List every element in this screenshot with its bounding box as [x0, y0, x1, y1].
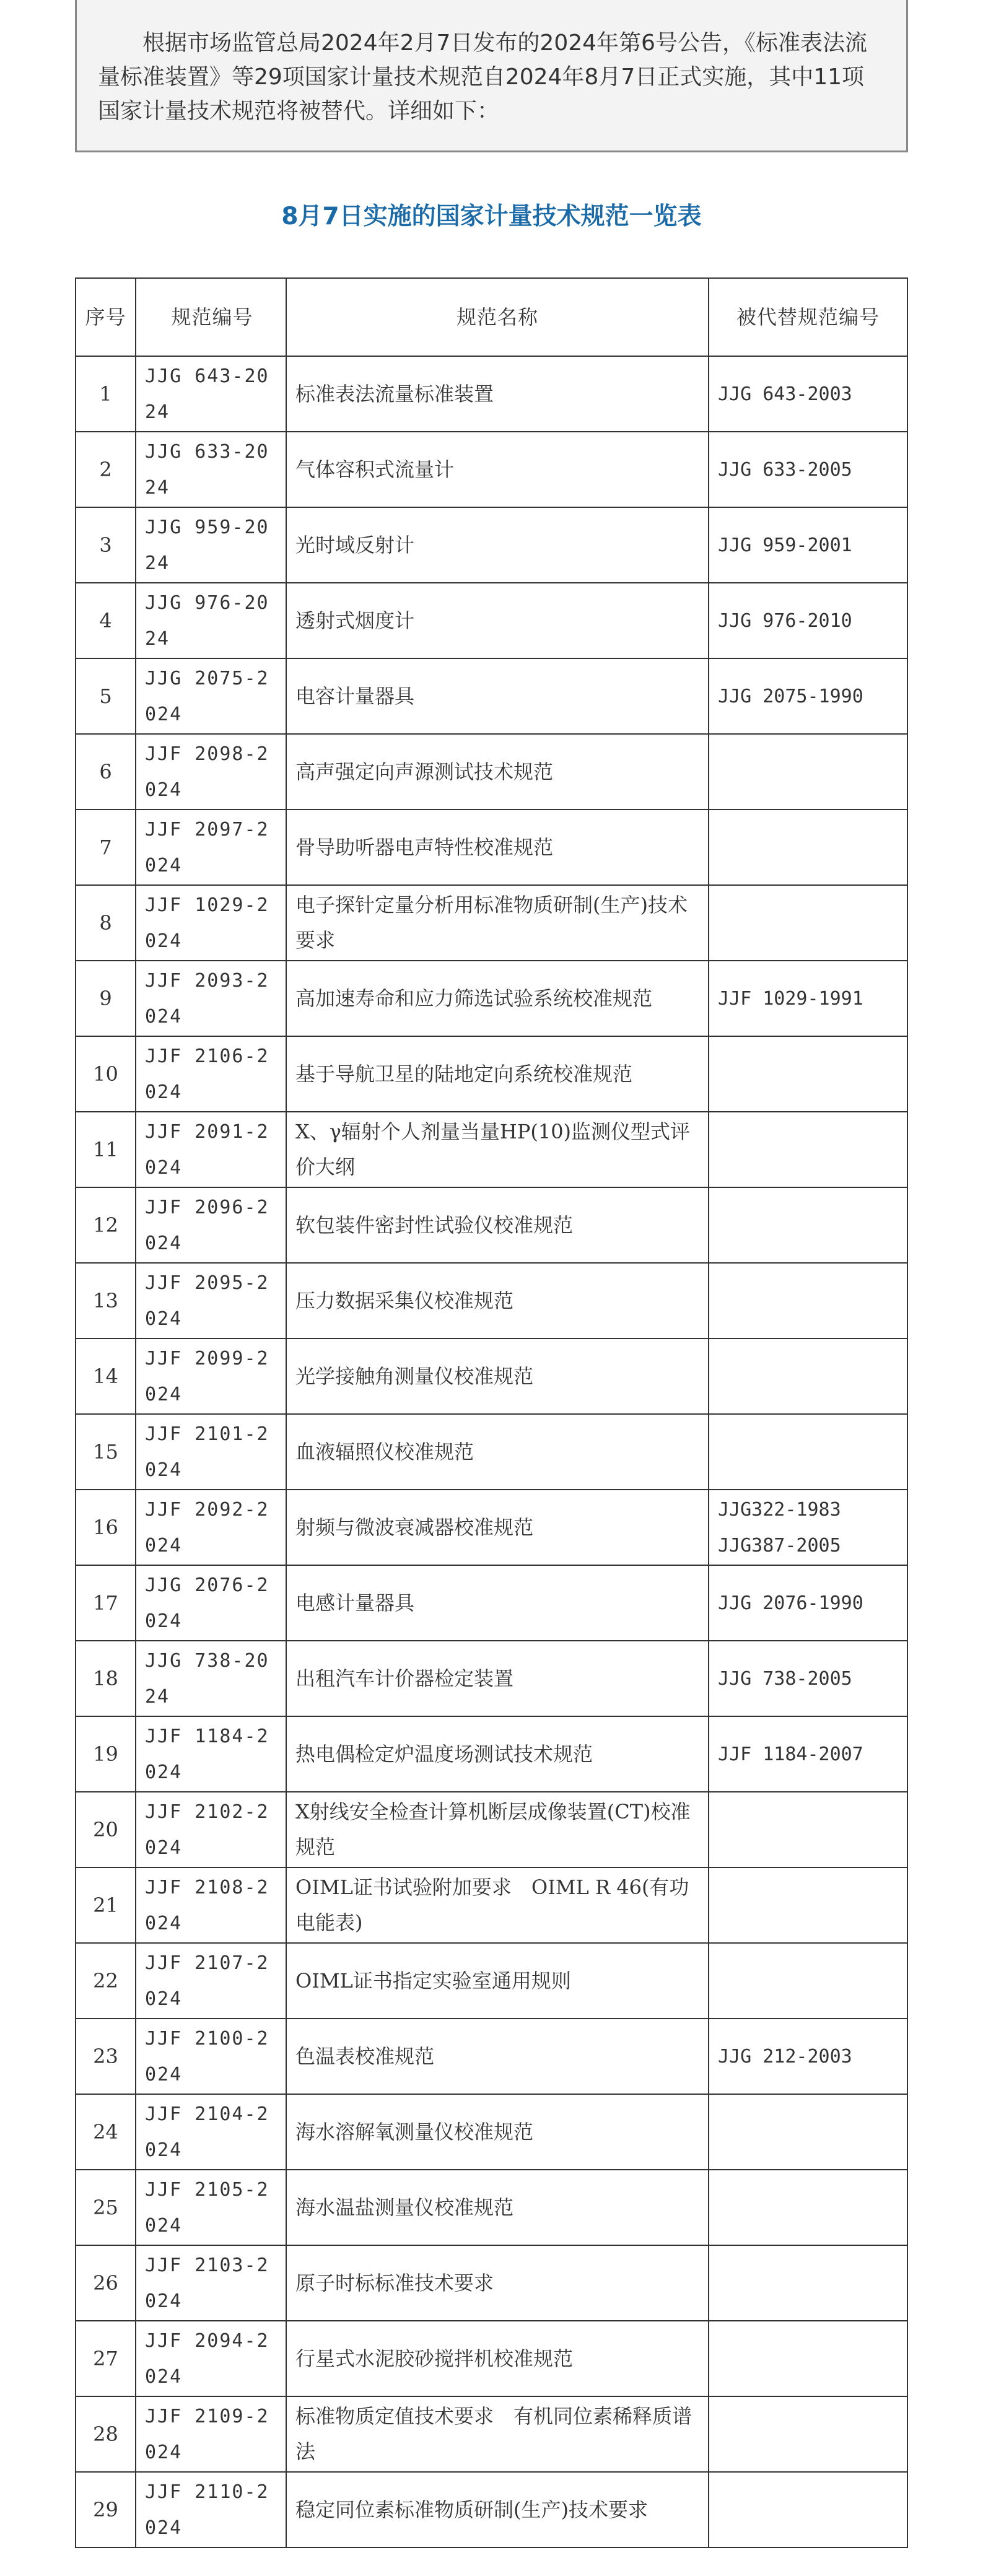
row-seq: [76, 2019, 136, 2094]
table-row: [76, 2170, 907, 2245]
row-code: [136, 1338, 286, 1414]
table-row: [76, 2321, 907, 2396]
row-code-text: JJF 1029-2024: [145, 894, 269, 952]
row-code-text: JJF 2105-2024: [145, 2179, 269, 2237]
row-name-text: 基于导航卫星的陆地定向系统校准规范: [295, 1062, 633, 1086]
row-name: [286, 356, 709, 432]
row-replaced: [709, 1565, 907, 1641]
row-seq: [76, 1490, 136, 1565]
row-replaced-text: JJG 976-2010: [718, 610, 852, 632]
row-seq: [76, 1716, 136, 1792]
row-seq-text: 16: [93, 1515, 118, 1539]
row-name-text: 海水温盐测量仪校准规范: [295, 2195, 514, 2219]
row-code-text: JJF 2099-2024: [145, 1348, 269, 1405]
row-seq: [76, 1187, 136, 1263]
row-name-text: 高加速寿命和应力筛选试验系统校准规范: [295, 986, 653, 1010]
row-replaced: [709, 2472, 907, 2548]
row-code: [136, 2019, 286, 2094]
row-code-text: JJF 2097-2024: [145, 819, 269, 876]
row-seq-text: 8: [99, 910, 112, 935]
table-header-row: [76, 278, 907, 356]
row-name: [286, 1943, 709, 2019]
row-name: [286, 1641, 709, 1716]
row-replaced: [709, 2019, 907, 2094]
row-code-text: JJG 2076-2024: [145, 1574, 269, 1632]
row-code: [136, 734, 286, 810]
row-code: [136, 658, 286, 734]
row-replaced-text: JJG 2075-1990: [718, 686, 863, 707]
table-row: [76, 1716, 907, 1792]
table-row: [76, 1490, 907, 1565]
row-replaced: [709, 1263, 907, 1338]
row-seq-text: 10: [93, 1062, 118, 1086]
row-name: [286, 1414, 709, 1490]
row-code-text: JJF 2096-2024: [145, 1197, 269, 1254]
row-code: [136, 1187, 286, 1263]
row-name: [286, 2321, 709, 2396]
row-seq-text: 22: [93, 1968, 118, 1993]
row-seq: [76, 885, 136, 961]
row-code-text: JJG 976-2024: [145, 592, 269, 650]
table-row: [76, 1943, 907, 2019]
row-seq: [76, 961, 136, 1036]
intro-text: 根据市场监管总局2024年2月7日发布的2024年第6号公告，《标准表法流量标准装置》等29项国家计量技术规范自2024年8月7日正式实施，其中11项国家计量技术规范将被替代。详细如下：: [98, 30, 867, 124]
table-row: [76, 1565, 907, 1641]
table-row: [76, 1036, 907, 1112]
row-replaced-text: JJF 1029-1991: [718, 988, 863, 1010]
row-name: [286, 2396, 709, 2472]
row-code-text: JJF 2103-2024: [145, 2255, 269, 2312]
row-name-text: 行星式水泥胶砂搅拌机校准规范: [295, 2346, 574, 2370]
row-replaced: [709, 1187, 907, 1263]
row-code-text: JJF 2102-2024: [145, 1801, 269, 1859]
row-seq-text: 18: [93, 1666, 118, 1690]
row-name: [286, 1490, 709, 1565]
header-code: 规范编号: [136, 278, 286, 356]
row-name: [286, 2245, 709, 2321]
row-replaced: [709, 1338, 907, 1414]
row-seq-text: 7: [99, 835, 112, 859]
row-code: [136, 583, 286, 658]
row-name-text: 高声强定向声源测试技术规范: [295, 759, 554, 784]
row-name: [286, 961, 709, 1036]
row-name-text: 射频与微波衰减器校准规范: [295, 1515, 534, 1539]
row-seq: [76, 356, 136, 432]
row-replaced: [709, 1112, 907, 1187]
table-row: [76, 810, 907, 885]
row-seq: [76, 810, 136, 885]
table-row: [76, 885, 907, 961]
row-seq: [76, 1867, 136, 1943]
row-seq-text: 3: [99, 533, 112, 557]
row-code-text: JJF 2110-2024: [145, 2481, 269, 2539]
row-code-text: JJG 2075-2024: [145, 668, 269, 725]
row-name: [286, 432, 709, 507]
table-row: [76, 1263, 907, 1338]
row-seq: [76, 1641, 136, 1716]
row-seq-text: 12: [93, 1213, 118, 1237]
row-replaced: [709, 885, 907, 961]
row-name: [286, 1112, 709, 1187]
row-code: [136, 1490, 286, 1565]
row-name: [286, 1036, 709, 1112]
header-replaced: 被代替规范编号: [709, 278, 907, 356]
row-name-text: 光时域反射计: [295, 533, 415, 557]
row-name-text: 透射式烟度计: [295, 608, 415, 632]
row-name-text: 血液辐照仪校准规范: [295, 1439, 474, 1464]
row-seq-text: 6: [99, 759, 112, 784]
row-name-text: 热电偶检定炉温度场测试技术规范: [295, 1742, 593, 1766]
spec-table: [75, 277, 908, 2548]
row-replaced: [709, 1641, 907, 1716]
table-row: [76, 1112, 907, 1187]
row-seq-text: 23: [93, 2044, 118, 2068]
row-replaced: [709, 507, 907, 583]
row-replaced-text: JJG 643-2003: [718, 383, 852, 405]
row-replaced-text: JJF 1184-2007: [718, 1744, 863, 1765]
row-code-text: JJG 738-2024: [145, 1650, 269, 1708]
row-seq: [76, 1943, 136, 2019]
row-name: [286, 1716, 709, 1792]
table-row: [76, 734, 907, 810]
row-seq-text: 27: [93, 2346, 118, 2370]
row-seq-text: 11: [93, 1137, 118, 1161]
row-code: [136, 2396, 286, 2472]
row-seq-text: 29: [93, 2497, 118, 2521]
row-code: [136, 2245, 286, 2321]
row-replaced-text: JJG 212-2003: [718, 2046, 852, 2067]
row-name: [286, 1867, 709, 1943]
row-name-text: 软包装件密封性试验仪校准规范: [295, 1213, 574, 1237]
row-name-text: 色温表校准规范: [295, 2044, 435, 2068]
table-row: [76, 583, 907, 658]
table-row: [76, 658, 907, 734]
row-replaced: [709, 1490, 907, 1565]
row-seq: [76, 2472, 136, 2548]
row-code-text: JJF 2100-2024: [145, 2028, 269, 2085]
row-replaced: [709, 583, 907, 658]
row-replaced-text: JJG 738-2005: [718, 1668, 852, 1690]
row-replaced: [709, 1943, 907, 2019]
row-code-text: JJF 2108-2024: [145, 1877, 269, 1934]
row-code: [136, 961, 286, 1036]
table-row: [76, 1187, 907, 1263]
row-code: [136, 1565, 286, 1641]
row-name-text: X射线安全检查计算机断层成像装置(CT)校准规范: [295, 1800, 691, 1859]
row-name: [286, 2170, 709, 2245]
row-name-text: 光学接触角测量仪校准规范: [295, 1364, 534, 1388]
row-code: [136, 810, 286, 885]
row-replaced: [709, 2245, 907, 2321]
row-name-text: 出租汽车计价器检定装置: [295, 1666, 514, 1690]
row-replaced: [709, 1792, 907, 1867]
row-seq-text: 17: [93, 1591, 118, 1615]
table-row: [76, 1641, 907, 1716]
row-seq: [76, 1112, 136, 1187]
intro-notice: [75, 0, 908, 152]
row-seq: [76, 2170, 136, 2245]
row-seq: [76, 583, 136, 658]
row-seq-text: 26: [93, 2271, 118, 2295]
row-code-text: JJF 2104-2024: [145, 2103, 269, 2161]
row-name: [286, 1792, 709, 1867]
row-code-text: JJF 2094-2024: [145, 2330, 269, 2388]
row-name: [286, 885, 709, 961]
row-name: [286, 2019, 709, 2094]
row-seq: [76, 1036, 136, 1112]
row-seq: [76, 1792, 136, 1867]
row-name-text: OIML证书试验附加要求 OIML R 46(有功电能表): [295, 1875, 689, 1934]
row-name-text: 原子时标标准技术要求: [295, 2271, 494, 2295]
row-seq-text: 13: [93, 1288, 118, 1312]
row-code: [136, 1867, 286, 1943]
row-code: [136, 885, 286, 961]
row-code-text: JJF 2093-2024: [145, 970, 269, 1028]
row-code-text: JJF 2091-2024: [145, 1121, 269, 1179]
row-seq: [76, 1263, 136, 1338]
row-code-text: JJF 2098-2024: [145, 743, 269, 801]
table-row: [76, 1338, 907, 1414]
row-seq: [76, 2396, 136, 2472]
row-code-text: JJF 2095-2024: [145, 1272, 269, 1330]
row-replaced: [709, 432, 907, 507]
row-replaced: [709, 961, 907, 1036]
row-replaced: [709, 2396, 907, 2472]
row-name: [286, 583, 709, 658]
row-code: [136, 1036, 286, 1112]
row-code-text: JJF 2101-2024: [145, 1423, 269, 1481]
row-code-text: JJF 1184-2024: [145, 1726, 269, 1783]
row-code: [136, 356, 286, 432]
row-code: [136, 2170, 286, 2245]
row-name-text: 气体容积式流量计: [295, 457, 455, 481]
row-name: [286, 1263, 709, 1338]
row-seq: [76, 2094, 136, 2170]
row-name-text: 海水溶解氧测量仪校准规范: [295, 2120, 534, 2144]
row-seq-text: 5: [99, 684, 112, 708]
row-name-text: 电容计量器具: [295, 684, 415, 708]
table-row: [76, 961, 907, 1036]
row-seq-text: 2: [99, 457, 112, 481]
row-name: [286, 1565, 709, 1641]
row-name-text: 标准物质定值技术要求 有机同位素稀释质谱法: [295, 2404, 692, 2463]
row-replaced-text: JJG 959-2001: [718, 535, 852, 556]
row-seq: [76, 432, 136, 507]
row-code: [136, 1414, 286, 1490]
row-code: [136, 1792, 286, 1867]
row-name-text: 压力数据采集仪校准规范: [295, 1288, 514, 1312]
table-body: [76, 356, 907, 2548]
row-name: [286, 658, 709, 734]
row-name-text: OIML证书指定实验室通用规则: [295, 1968, 571, 1993]
row-replaced: [709, 2094, 907, 2170]
row-replaced: [709, 2170, 907, 2245]
row-name-text: 标准表法流量标准装置: [295, 382, 494, 406]
row-seq: [76, 2321, 136, 2396]
table-row: [76, 2396, 907, 2472]
row-seq: [76, 1414, 136, 1490]
table-row: [76, 432, 907, 507]
table-row: [76, 1414, 907, 1490]
row-replaced: [709, 734, 907, 810]
table-row: [76, 356, 907, 432]
row-name: [286, 2472, 709, 2548]
header-seq: 序号: [76, 278, 136, 356]
row-seq-text: 21: [93, 1893, 118, 1917]
row-name-text: 骨导助听器电声特性校准规范: [295, 835, 554, 859]
row-code: [136, 2094, 286, 2170]
row-replaced: [709, 658, 907, 734]
table-title: 8月7日实施的国家计量技术规范一览表: [281, 203, 702, 230]
row-code: [136, 2472, 286, 2548]
header-name: 规范名称: [286, 278, 709, 356]
table-row: [76, 2094, 907, 2170]
row-seq: [76, 658, 136, 734]
row-replaced-text: JJG322-1983 JJG387-2005: [718, 1499, 841, 1557]
row-replaced: [709, 1414, 907, 1490]
row-code: [136, 1112, 286, 1187]
row-code: [136, 2321, 286, 2396]
row-name: [286, 2094, 709, 2170]
row-name-text: 电子探针定量分析用标准物质研制(生产)技术要求: [295, 893, 688, 952]
row-code-text: JJF 2106-2024: [145, 1046, 269, 1103]
row-name: [286, 1338, 709, 1414]
row-name: [286, 1187, 709, 1263]
row-seq-text: 14: [93, 1364, 118, 1388]
row-seq: [76, 1565, 136, 1641]
row-code-text: JJF 2092-2024: [145, 1499, 269, 1557]
row-seq-text: 28: [93, 2422, 118, 2446]
row-replaced: [709, 810, 907, 885]
row-name-text: 电感计量器具: [295, 1591, 415, 1615]
row-name: [286, 507, 709, 583]
row-code-text: JJG 633-2024: [145, 441, 269, 499]
row-seq-text: 1: [99, 382, 112, 406]
row-seq: [76, 2245, 136, 2321]
row-replaced: [709, 1867, 907, 1943]
row-code-text: JJG 959-2024: [145, 517, 269, 574]
row-seq-text: 4: [99, 608, 112, 632]
row-replaced: [709, 356, 907, 432]
row-code: [136, 1263, 286, 1338]
row-code: [136, 1943, 286, 2019]
row-code: [136, 507, 286, 583]
table-row: [76, 1792, 907, 1867]
row-seq-text: 15: [93, 1439, 118, 1464]
row-seq-text: 24: [93, 2120, 118, 2144]
row-seq: [76, 734, 136, 810]
row-seq: [76, 1338, 136, 1414]
row-code-text: JJF 2107-2024: [145, 1952, 269, 2010]
row-code-text: JJF 2109-2024: [145, 2406, 269, 2463]
row-seq: [76, 507, 136, 583]
row-replaced: [709, 1716, 907, 1792]
table-row: [76, 1867, 907, 1943]
row-code: [136, 1641, 286, 1716]
row-name-text: 稳定同位素标准物质研制(生产)技术要求: [295, 2497, 648, 2521]
row-replaced: [709, 1036, 907, 1112]
table-row: [76, 2245, 907, 2321]
row-code: [136, 1716, 286, 1792]
table-row: [76, 507, 907, 583]
row-code: [136, 432, 286, 507]
row-code-text: JJG 643-2024: [145, 365, 269, 423]
table-row: [76, 2019, 907, 2094]
row-seq-text: 9: [99, 986, 112, 1010]
row-replaced: [709, 2321, 907, 2396]
row-replaced-text: JJG 2076-1990: [718, 1592, 863, 1614]
table-row: [76, 2472, 907, 2548]
row-replaced-text: JJG 633-2005: [718, 459, 852, 481]
row-seq-text: 20: [93, 1817, 118, 1841]
row-name: [286, 734, 709, 810]
row-name-text: X、γ辐射个人剂量当量HP(10)监测仪型式评价大纲: [295, 1120, 691, 1179]
row-seq-text: 19: [93, 1742, 118, 1766]
row-name: [286, 810, 709, 885]
row-seq-text: 25: [93, 2195, 118, 2219]
